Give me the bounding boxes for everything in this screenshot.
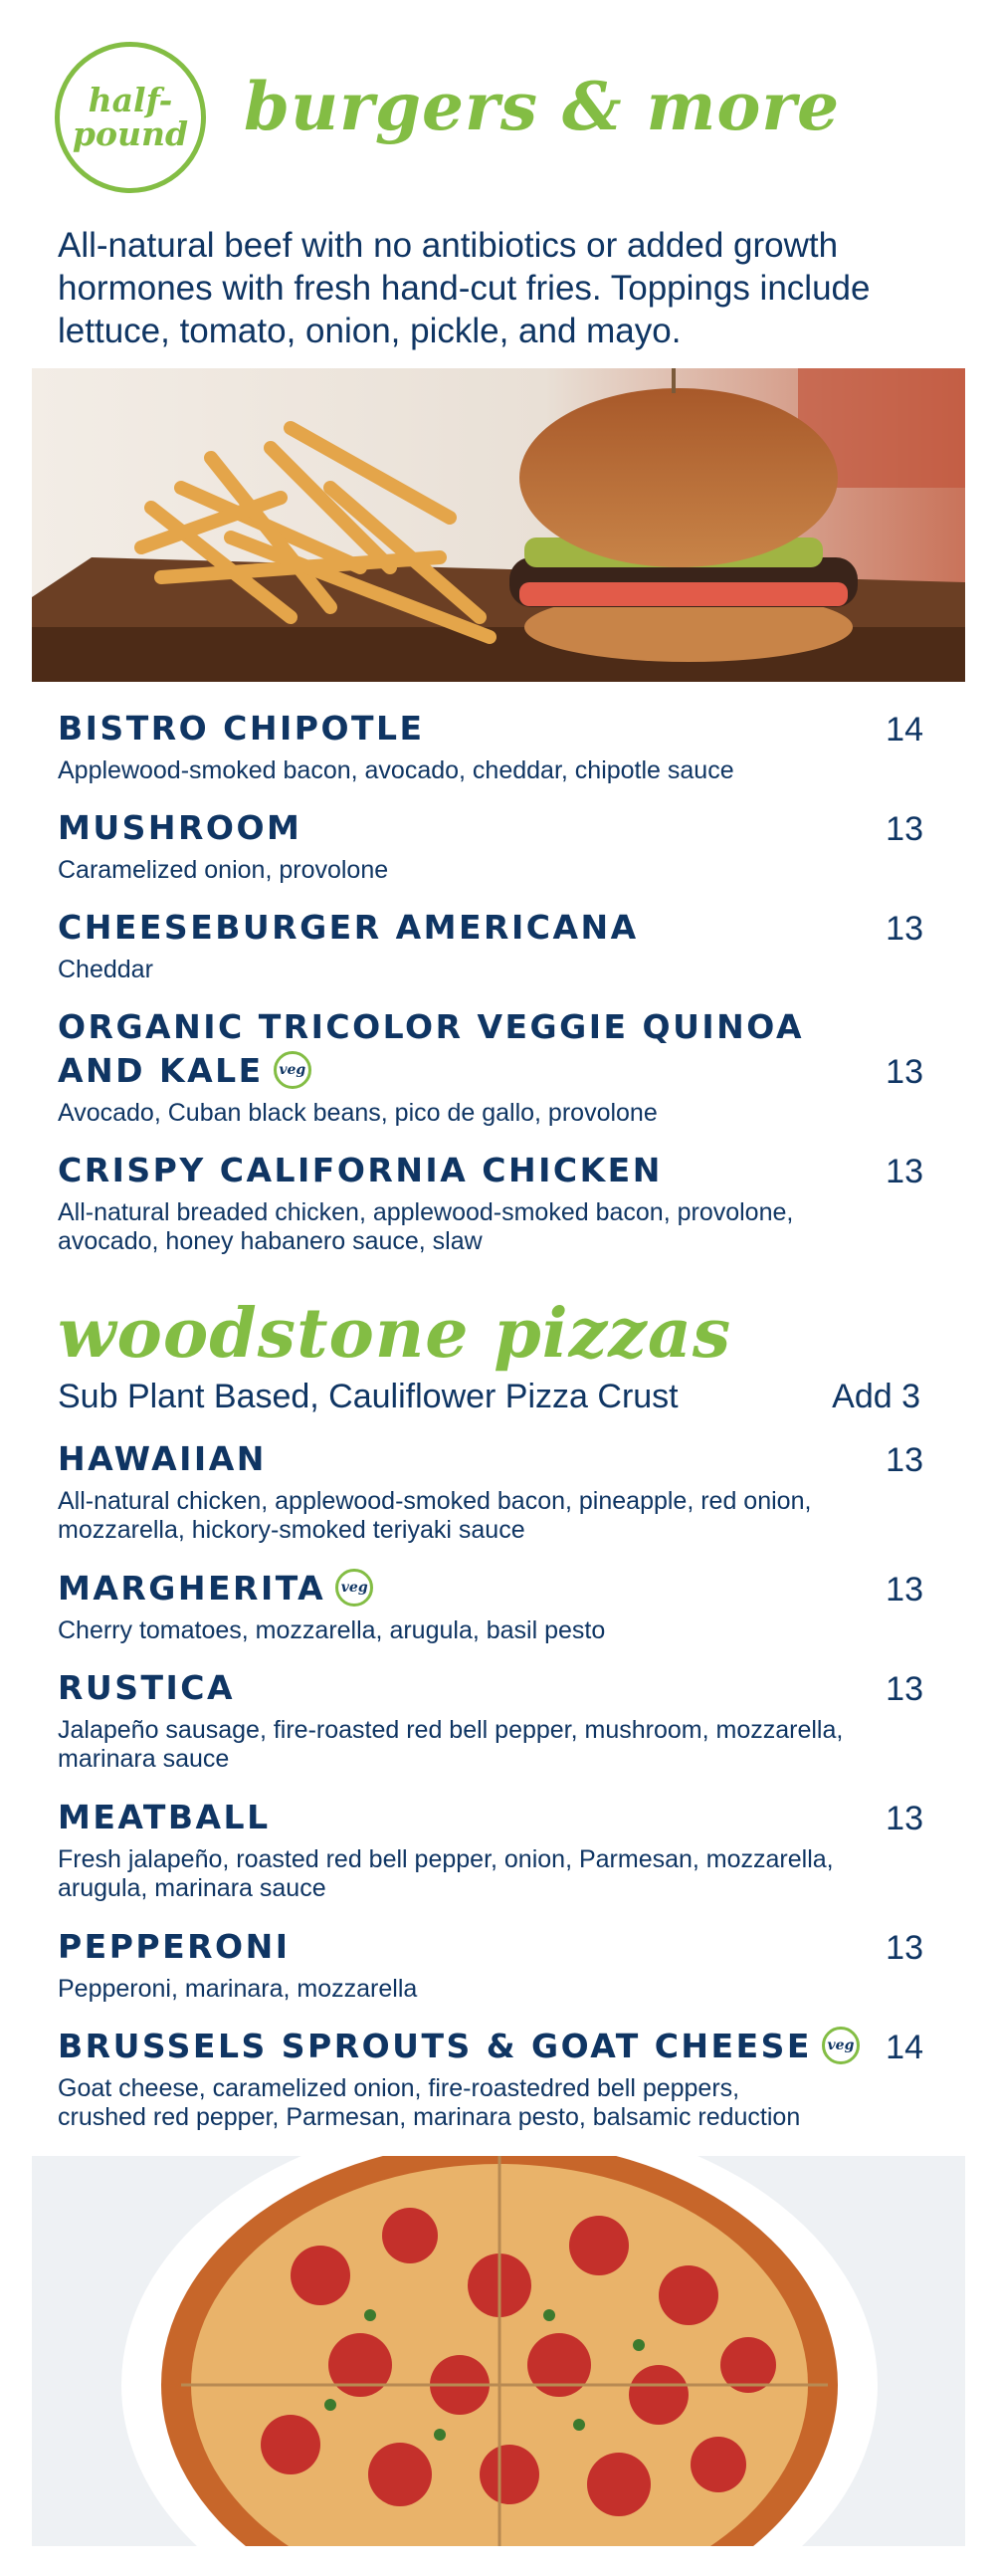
- menu-item-name: MUSHROOM: [58, 808, 302, 847]
- menu-item-description: Cheddar: [58, 956, 153, 983]
- description-line: avocado, honey habanero sauce, slaw: [58, 1227, 483, 1255]
- menu-item-name: RUSTICA: [58, 1668, 236, 1707]
- menu-item-price: 13: [886, 1153, 923, 1190]
- menu-item-description: [58, 1845, 953, 1903]
- menu-item-name: CHEESEBURGER AMERICANA: [58, 908, 639, 947]
- veg-label: veg: [279, 1061, 306, 1078]
- menu-item-price: 13: [886, 1670, 923, 1708]
- veg-label: veg: [340, 1579, 368, 1596]
- menu-item-price: 13: [886, 1571, 923, 1609]
- burger-and-fries-photo: [32, 368, 965, 682]
- menu-item-price: 13: [886, 810, 923, 848]
- menu-item-description: Caramelized onion, provolone: [58, 856, 389, 884]
- menu-item-price: 14: [886, 2029, 923, 2066]
- vegetarian-icon: [335, 1569, 373, 1607]
- menu-item-price: 13: [886, 910, 923, 948]
- half-pound-badge: [55, 42, 206, 193]
- menu-item-name: HAWAIIAN: [58, 1439, 267, 1478]
- menu-item-name: PEPPERONI: [58, 1927, 291, 1966]
- menu-item-description: Pepperoni, marinara, mozzarella: [58, 1975, 418, 2003]
- menu-item-price: 13: [886, 1800, 923, 1837]
- badge-line-2: pound: [72, 114, 189, 153]
- description-line: Jalapeño sausage, fire-roasted red bell pepper, mushroom, mozzarella,: [58, 1716, 844, 1744]
- menu-item-description: [58, 2074, 953, 2132]
- menu-item-description: Applewood-smoked bacon, avocado, cheddar, chipotle sauce: [58, 756, 734, 784]
- menu-item-name-text: BRUSSELS SPROUTS & GOAT CHEESE: [58, 2027, 812, 2065]
- burgers-section-title: burgers & more: [244, 68, 841, 145]
- description-line: Fresh jalapeño, roasted red bell pepper, onion, Parmesan, mozzarella,: [58, 1845, 834, 1873]
- pizzas-section-title: woodstone pizzas: [58, 1294, 732, 1374]
- menu-item-name-text: MARGHERITA: [58, 1569, 326, 1608]
- menu-item-price: 13: [886, 1441, 923, 1479]
- menu-item-price: 13: [886, 1929, 923, 1967]
- menu-item-description: [58, 1487, 953, 1545]
- cauliflower-crust-price: Add 3: [832, 1378, 920, 1415]
- description-line: crushed red pepper, Parmesan, marinara pesto, balsamic reduction: [58, 2103, 801, 2131]
- veg-label: veg: [827, 2037, 855, 2053]
- description-line: Goat cheese, caramelized onion, fire-roastedred bell peppers,: [58, 2074, 740, 2102]
- menu-item-name-continued: [58, 1051, 311, 1092]
- burgers-intro: All-natural beef with no antibiotics or added growth hormones with fresh hand-cut fries. Toppings include lettuce, tomato, onion, pickle, and mayo.: [58, 226, 871, 350]
- vegetarian-icon: [274, 1051, 311, 1089]
- cauliflower-crust-option: Sub Plant Based, Cauliflower Pizza Crust: [58, 1378, 679, 1415]
- menu-item-description: [58, 1716, 953, 1774]
- description-line: All-natural breaded chicken, applewood-smoked bacon, provolone,: [58, 1198, 794, 1226]
- menu-item-name: MEATBALL: [58, 1798, 271, 1836]
- menu-item-description: Cherry tomatoes, mozzarella, arugula, basil pesto: [58, 1616, 606, 1644]
- menu-item-price: 14: [886, 711, 923, 749]
- menu-item-name: CRISPY CALIFORNIA CHICKEN: [58, 1151, 663, 1189]
- description-line: arugula, marinara sauce: [58, 1874, 326, 1902]
- menu-item-description: Avocado, Cuban black beans, pico de gallo, provolone: [58, 1099, 658, 1127]
- menu-item-price: 13: [886, 1053, 923, 1091]
- vegetarian-icon: [822, 2027, 860, 2064]
- menu-item-name-text: AND KALE: [58, 1051, 264, 1090]
- badge-line-1: half-: [88, 81, 173, 119]
- description-line: marinara sauce: [58, 1745, 230, 1773]
- menu-item-name-row: [58, 2027, 860, 2067]
- menu-item-name-row: [58, 1569, 373, 1610]
- menu-item-name: BISTRO CHIPOTLE: [58, 709, 425, 748]
- pepperoni-pizza-photo: [32, 2156, 965, 2546]
- menu-item-name: ORGANIC TRICOLOR VEGGIE QUINOA: [58, 1007, 804, 1046]
- description-line: All-natural chicken, applewood-smoked bacon, pineapple, red onion,: [58, 1487, 812, 1515]
- menu-item-description: [58, 1198, 953, 1256]
- description-line: mozzarella, hickory-smoked teriyaki sauce: [58, 1516, 525, 1544]
